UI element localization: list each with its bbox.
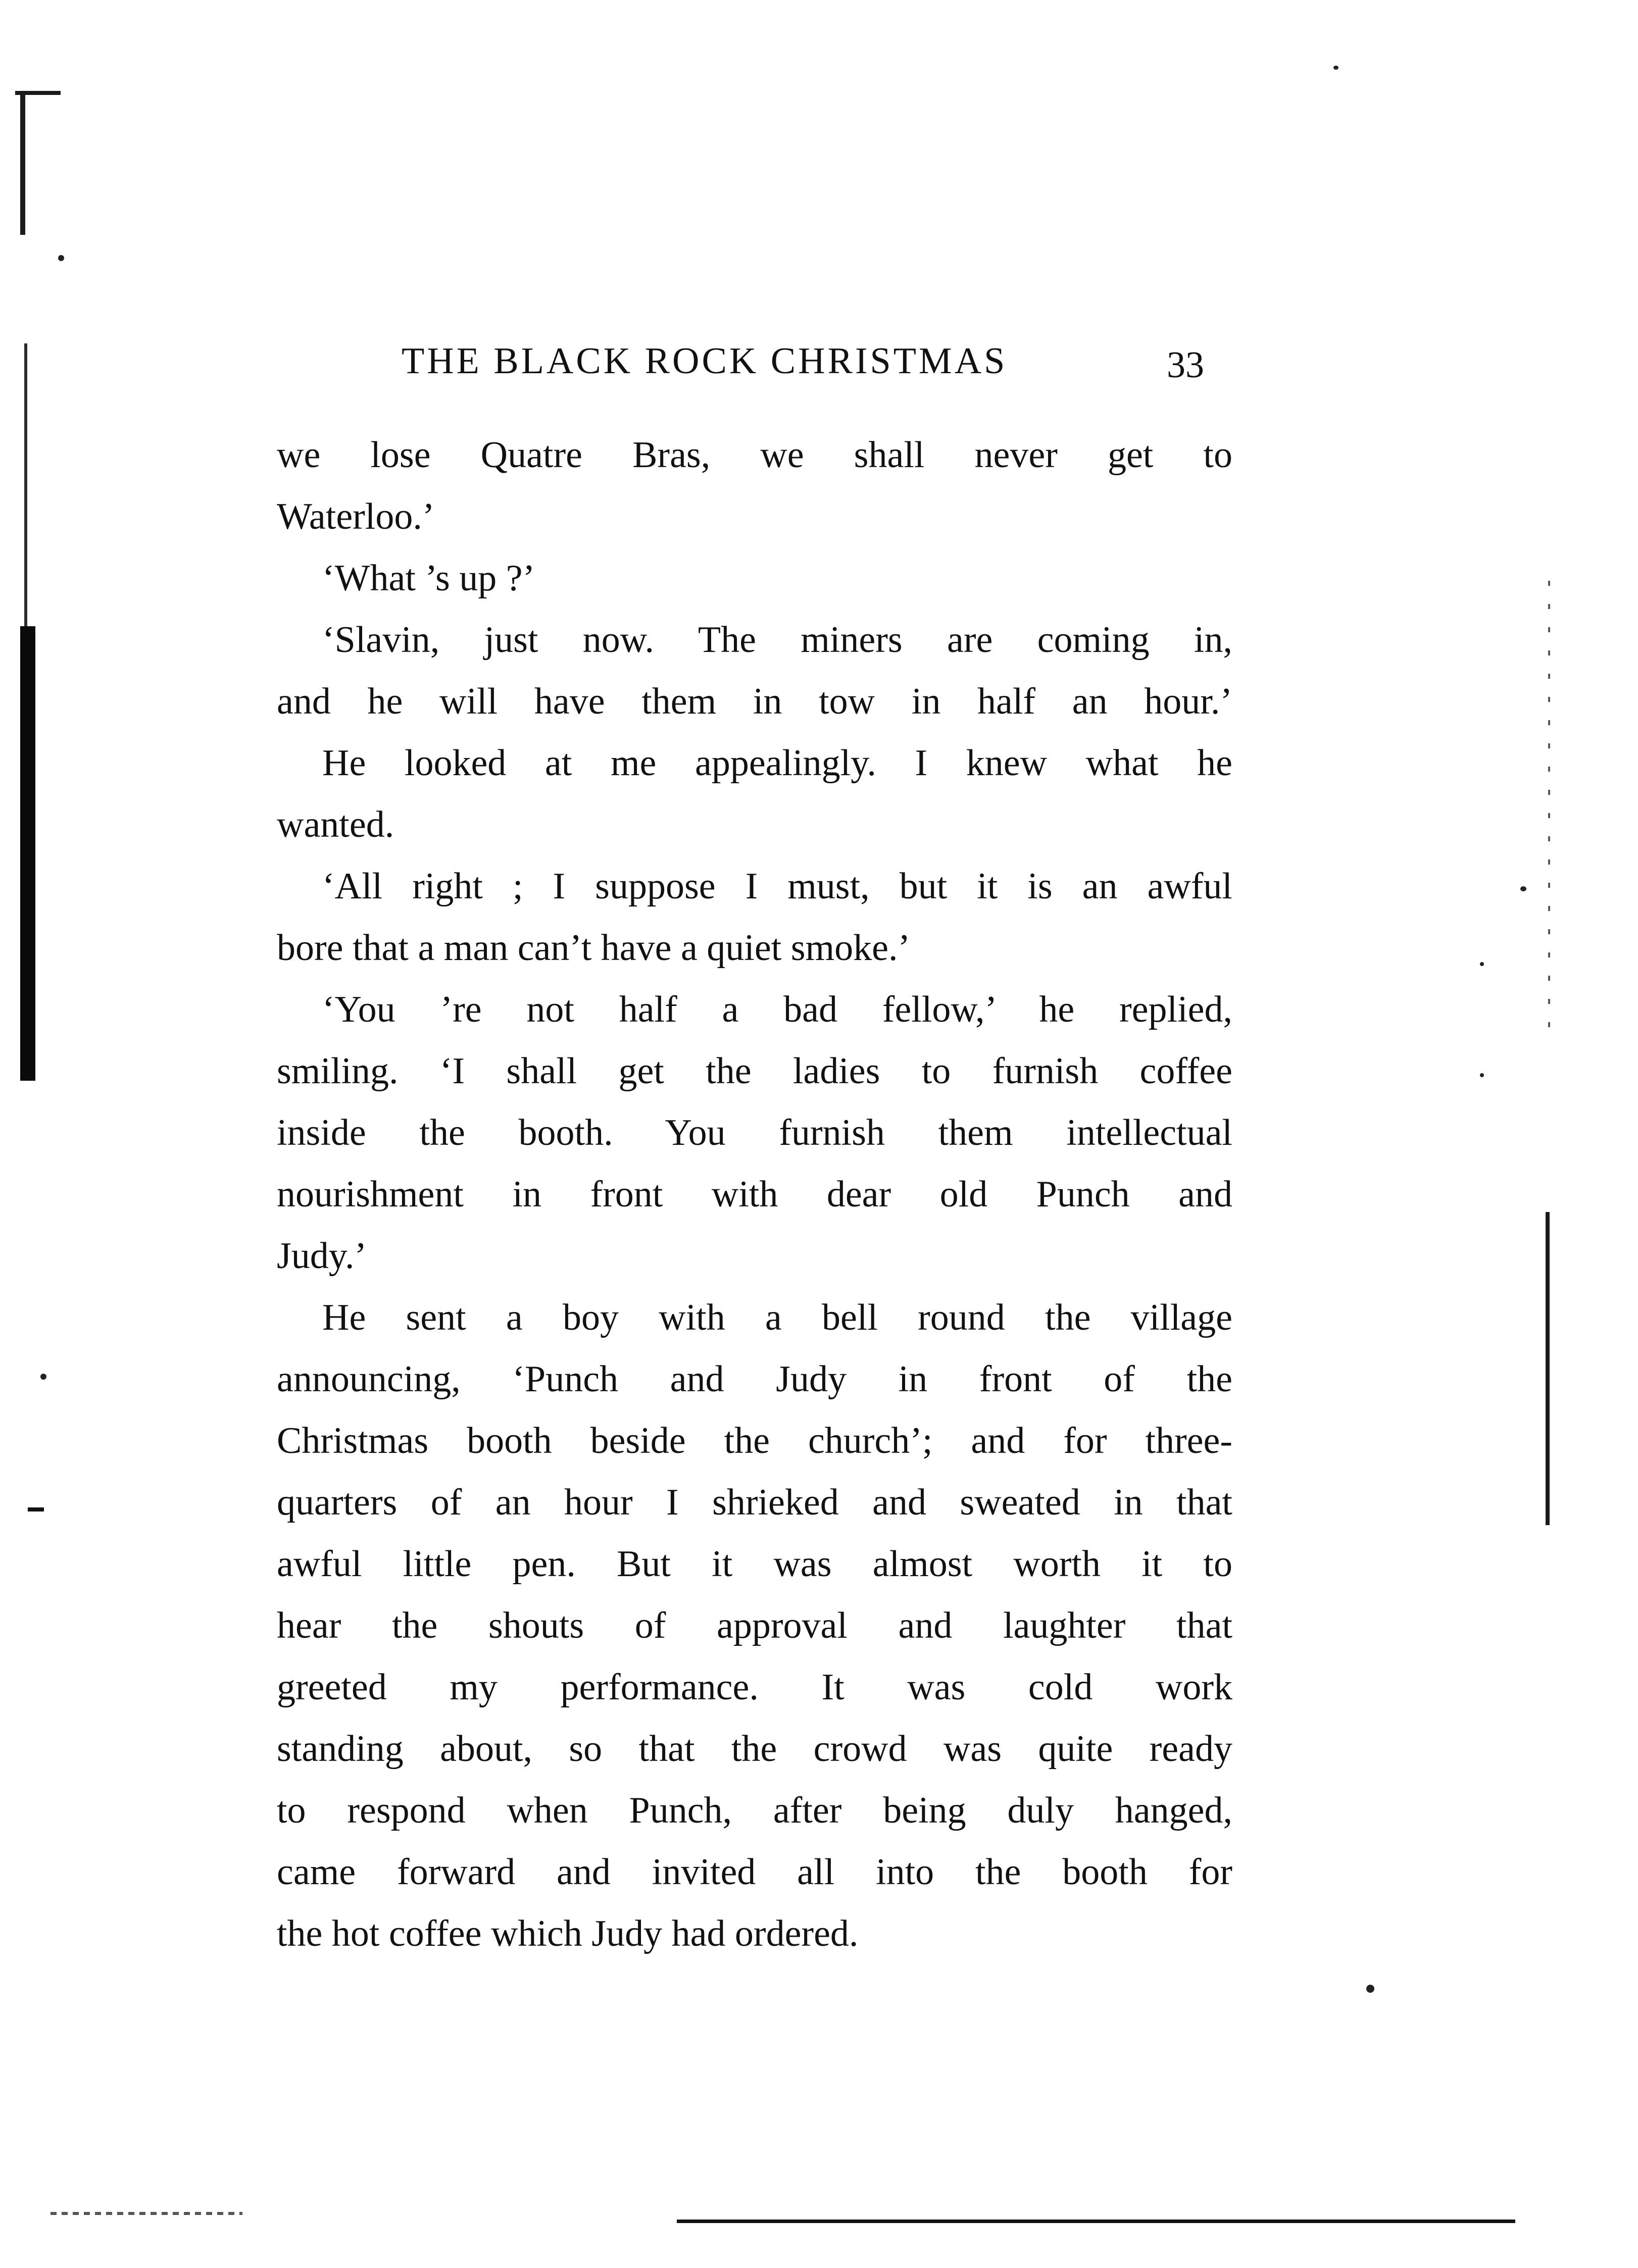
text-line: greeted my performance. It was cold work bbox=[277, 1667, 1232, 1708]
text-line: Waterloo.’ bbox=[277, 496, 435, 537]
scan-speck bbox=[1333, 66, 1338, 70]
scan-speck bbox=[28, 1507, 44, 1511]
scan-speck bbox=[1480, 962, 1484, 966]
running-head bbox=[402, 338, 1240, 384]
scan-speck bbox=[1520, 886, 1526, 891]
body-text bbox=[277, 424, 1232, 1964]
text-line: smiling. ‘I shall get the ladies to furnish coffee bbox=[277, 1050, 1232, 1092]
text-line: awful little pen. But it was almost worth it to bbox=[277, 1543, 1232, 1585]
running-head-title: THE BLACK ROCK CHRISTMAS bbox=[402, 340, 1008, 382]
scan-edge-mark bbox=[677, 2220, 1515, 2223]
text-line: ‘Slavin, just now. The miners are coming in, bbox=[322, 619, 1232, 661]
scan-edge-mark bbox=[51, 2212, 242, 2215]
page-number: 33 bbox=[1167, 344, 1204, 386]
scan-edge-mark bbox=[1548, 581, 1550, 1035]
text-line: ‘You ’re not half a bad fellow,’ he replied, bbox=[322, 989, 1232, 1030]
text-line: we lose Quatre Bras, we shall never get to bbox=[277, 434, 1232, 476]
text-line: nourishment in front with dear old Punch and bbox=[277, 1174, 1232, 1215]
text-line: quarters of an hour I shrieked and sweated in that bbox=[277, 1482, 1232, 1523]
scan-edge-mark bbox=[20, 93, 25, 235]
text-line: Christmas booth beside the church’; and for three- bbox=[277, 1420, 1232, 1461]
scan-speck bbox=[1366, 1985, 1374, 1993]
text-line: wanted. bbox=[277, 804, 394, 845]
scan-speck bbox=[40, 1374, 46, 1380]
text-line: inside the booth. You furnish them intellectual bbox=[277, 1112, 1232, 1153]
scan-edge-mark bbox=[1546, 1212, 1550, 1525]
text-line: bore that a man can’t have a quiet smoke.’ bbox=[277, 927, 911, 969]
text-line: ‘What ’s up ?’ bbox=[322, 558, 535, 599]
scan-speck bbox=[1480, 1073, 1484, 1077]
text-line: hear the shouts of approval and laughter that bbox=[277, 1605, 1232, 1646]
text-line: announcing, ‘Punch and Judy in front of the bbox=[277, 1358, 1232, 1400]
text-line: and he will have them in tow in half an hour.’ bbox=[277, 681, 1232, 722]
scan-binding-shadow bbox=[20, 626, 35, 1081]
text-line: to respond when Punch, after being duly hanged, bbox=[277, 1790, 1232, 1831]
text-line: standing about, so that the crowd was quite ready bbox=[277, 1728, 1232, 1770]
scan-speck bbox=[58, 255, 64, 261]
text-line: the hot coffee which Judy had ordered. bbox=[277, 1913, 859, 1954]
text-line: ‘All right ; I suppose I must, but it is an awful bbox=[322, 866, 1232, 907]
text-line: Judy.’ bbox=[277, 1235, 367, 1277]
scan-edge-mark bbox=[24, 343, 27, 626]
text-line: He sent a boy with a bell round the village bbox=[322, 1297, 1232, 1338]
text-line: came forward and invited all into the booth for bbox=[277, 1851, 1232, 1893]
text-line: He looked at me appealingly. I knew what he bbox=[322, 742, 1232, 784]
